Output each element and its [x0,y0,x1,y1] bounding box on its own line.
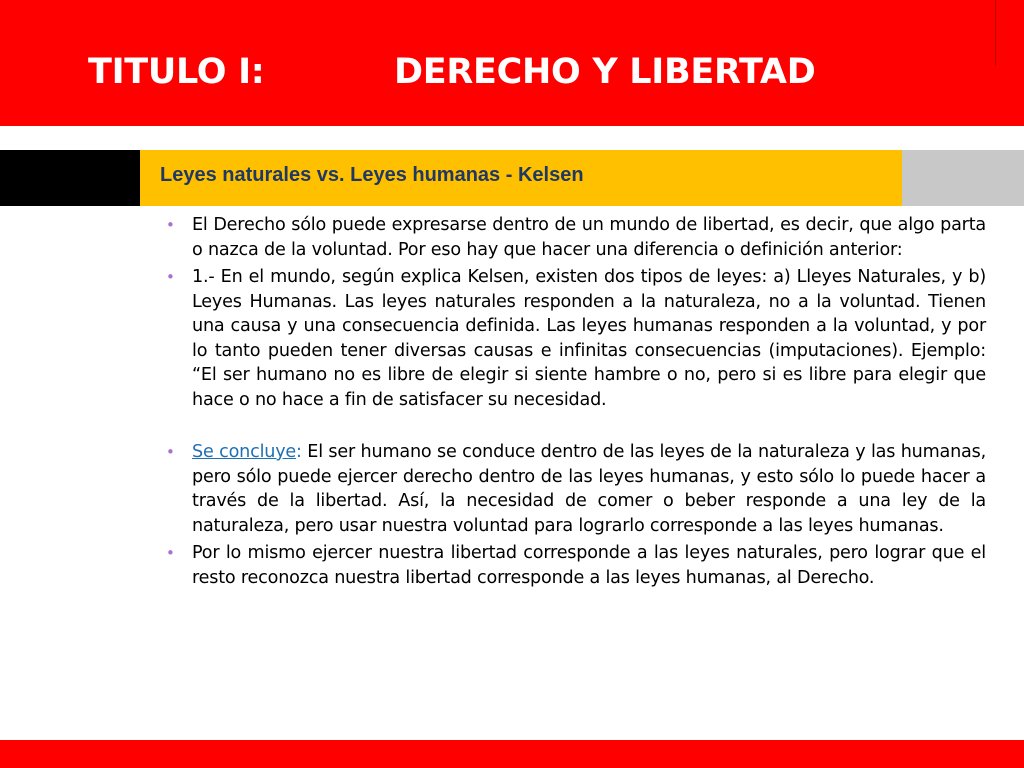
bullet-item [160,440,986,538]
bullet-text: Por lo mismo ejercer nuestra libertad corresponde a las leyes naturales, pero lograr que el resto reconozca nuestra libertad corresponde a las leyes humanas, al Derecho. [192,543,986,588]
slide-title-left: TITULO I: [88,52,265,92]
footer-bar [0,740,1024,768]
conclusion-link[interactable]: Se concluye [192,442,297,462]
slide-body [160,213,986,593]
bullet-text: 1.- En el mundo, según explica Kelsen, existen dos tipos de leyes: a) Lleyes Naturales, y b) Leyes Humanas. Las leyes naturales responden a la naturaleza, no a la voluntad. Tienen una causa y una consecuencia definida. Las leyes humanas responden a la voluntad, y por lo tanto pueden tener diversas causas e infinitas consecuencias (imputaciones). Ejemplo: “El ser humano no es libre de elegir si siente hambre o no, pero si es libre para elegir que hace o no hace a fin de satisfacer su necesidad. [192,267,986,410]
bullet-item [160,541,986,590]
bullet-item [160,213,986,262]
bullet-dot-icon: • [166,443,175,461]
bullet-item [160,265,986,412]
bullet-dot-icon: • [166,268,175,286]
bullet-text: El Derecho sólo puede expresarse dentro de un mundo de libertad, es decir, que algo parta o nazca de la voluntad. Por eso hay que hacer una diferencia o definición anterior: [192,215,986,260]
slide-subtitle: Leyes naturales vs. Leyes humanas - Kelsen [160,164,584,186]
bullet-dot-icon: • [166,216,175,234]
conclusion-link-colon: : [296,442,302,462]
header-banner [0,0,1024,126]
subtitle-band-black [0,150,140,206]
bullet-dot-icon: • [166,544,175,562]
slide-title-right: DERECHO Y LIBERTAD [394,52,816,92]
subtitle-band-gray [902,150,1024,206]
bullet-text: El ser humano se conduce dentro de las leyes de la naturaleza y las humanas, pero sólo puede ejercer derecho dentro de las leyes humanas, y esto sólo lo puede hacer a través de la libertad. Así, la necesidad de comer o beber responde a una ley de la naturaleza, pero usar nuestra voluntad para lograrlo corresponde a las leyes humanas. [192,442,987,536]
header-divider-line [995,0,996,66]
